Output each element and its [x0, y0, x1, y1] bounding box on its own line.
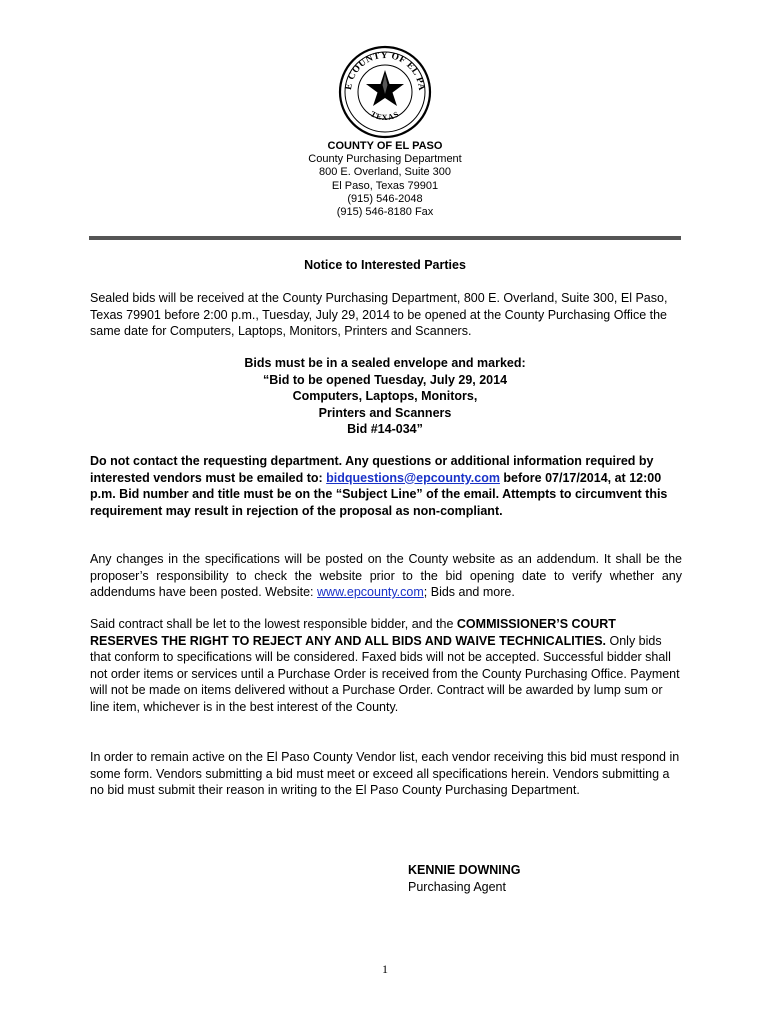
fax-number: (915) 546-8180 Fax: [336, 206, 434, 219]
intro-paragraph: Sealed bids will be received at the County Purchasing Department, 800 E. Overland, Suite 300, El Paso, Texas 79901 before 2:00 p.m., Tuesday, July 29, 2014 to be opened at the County Purchasing Office the same date for Computers, Laptops, Monitors, Printers and Scanners.: [90, 291, 668, 339]
letterhead: [0, 140, 770, 219]
envelope-marking-block: [0, 355, 770, 438]
contract-text-after: Only bids that conform to specifications will be considered. Faxed bids will not be accepted. Successful bidder shall not order items or services until a Purchase Order is received from the County Purchasing Office. Payment will not be made on items delivered without a Purchase Order. Contract will be awarded by lump sum or line item, whichever is in the best interest of the County.: [90, 633, 680, 714]
contract-terms-paragraph: [90, 616, 682, 716]
addendum-text-after: ; Bids and more.: [423, 585, 515, 600]
signer-name: KENNIE DOWNING: [408, 863, 521, 877]
contact-instructions-paragraph: [90, 453, 682, 519]
commissioners-court-notice: COMMISSIONER’S COURT RESERVES THE RIGHT TO REJECT ANY AND ALL BIDS AND WAIVE TECHNICALITIES.: [90, 617, 616, 648]
vendor-list-paragraph: In order to remain active on the El Paso County Vendor list, each vendor receiving this bid must respond in some form. Vendors submitting a bid must meet or exceed all specifications herein. Vendors submitting a no bid must submit their reason in writing to the El Paso County Purchasing Department.: [90, 750, 680, 798]
contact-text-after: before 07/17/2014, at 12:00 p.m. Bid number and title must be on the “Subject Line” of the email. Attempts to circumvent this requirement may result in rejection of the proposal as non-compliant.: [90, 470, 668, 518]
department-name: County Purchasing Department: [308, 153, 462, 166]
bid-questions-email-link[interactable]: bidquestions@epcounty.com: [326, 470, 500, 485]
county-seal-graphic: [337, 44, 433, 140]
county-website-link[interactable]: www.epcounty.com: [317, 585, 424, 600]
address-line-2: El Paso, Texas 79901: [331, 179, 439, 192]
marking-line-1: Bids must be in a sealed envelope and marked:: [244, 356, 526, 370]
page-number: 1: [382, 962, 388, 976]
marking-line-3: Computers, Laptops, Monitors,: [292, 389, 478, 404]
marking-line-5: Bid #14-034”: [347, 422, 423, 437]
contract-text-before: Said contract shall be let to the lowest responsible bidder, and the: [90, 617, 457, 631]
header-divider: [89, 236, 681, 240]
contact-text-before: Do not contact the requesting department. Any questions or additional information required by interested vendors must be emailed to:: [90, 454, 654, 485]
seal-ring-text: E COUNTY OF EL PA: [343, 50, 427, 92]
seal-bottom-text: TEXAS: [369, 109, 401, 123]
notice-title: Notice to Interested Parties: [304, 258, 466, 272]
marking-line-4: Printers and Scanners: [318, 405, 452, 420]
signature-block: [408, 862, 521, 895]
org-name: COUNTY OF EL PASO: [327, 140, 443, 152]
phone-number: (915) 546-2048: [347, 192, 423, 205]
address-line-1: 800 E. Overland, Suite 300: [318, 166, 452, 179]
signer-role: Purchasing Agent: [408, 879, 506, 894]
addendum-paragraph: [90, 551, 682, 601]
marking-line-2: “Bid to be opened Tuesday, July 29, 2014: [262, 372, 508, 387]
county-seal: [337, 44, 433, 140]
addendum-text-before: Any changes in the specifications will be posted on the County website as an addendum. It shall be the proposer’s responsibility to check the website prior to the bid opening date to verify whether any addendums have been posted. Website:: [90, 552, 682, 600]
